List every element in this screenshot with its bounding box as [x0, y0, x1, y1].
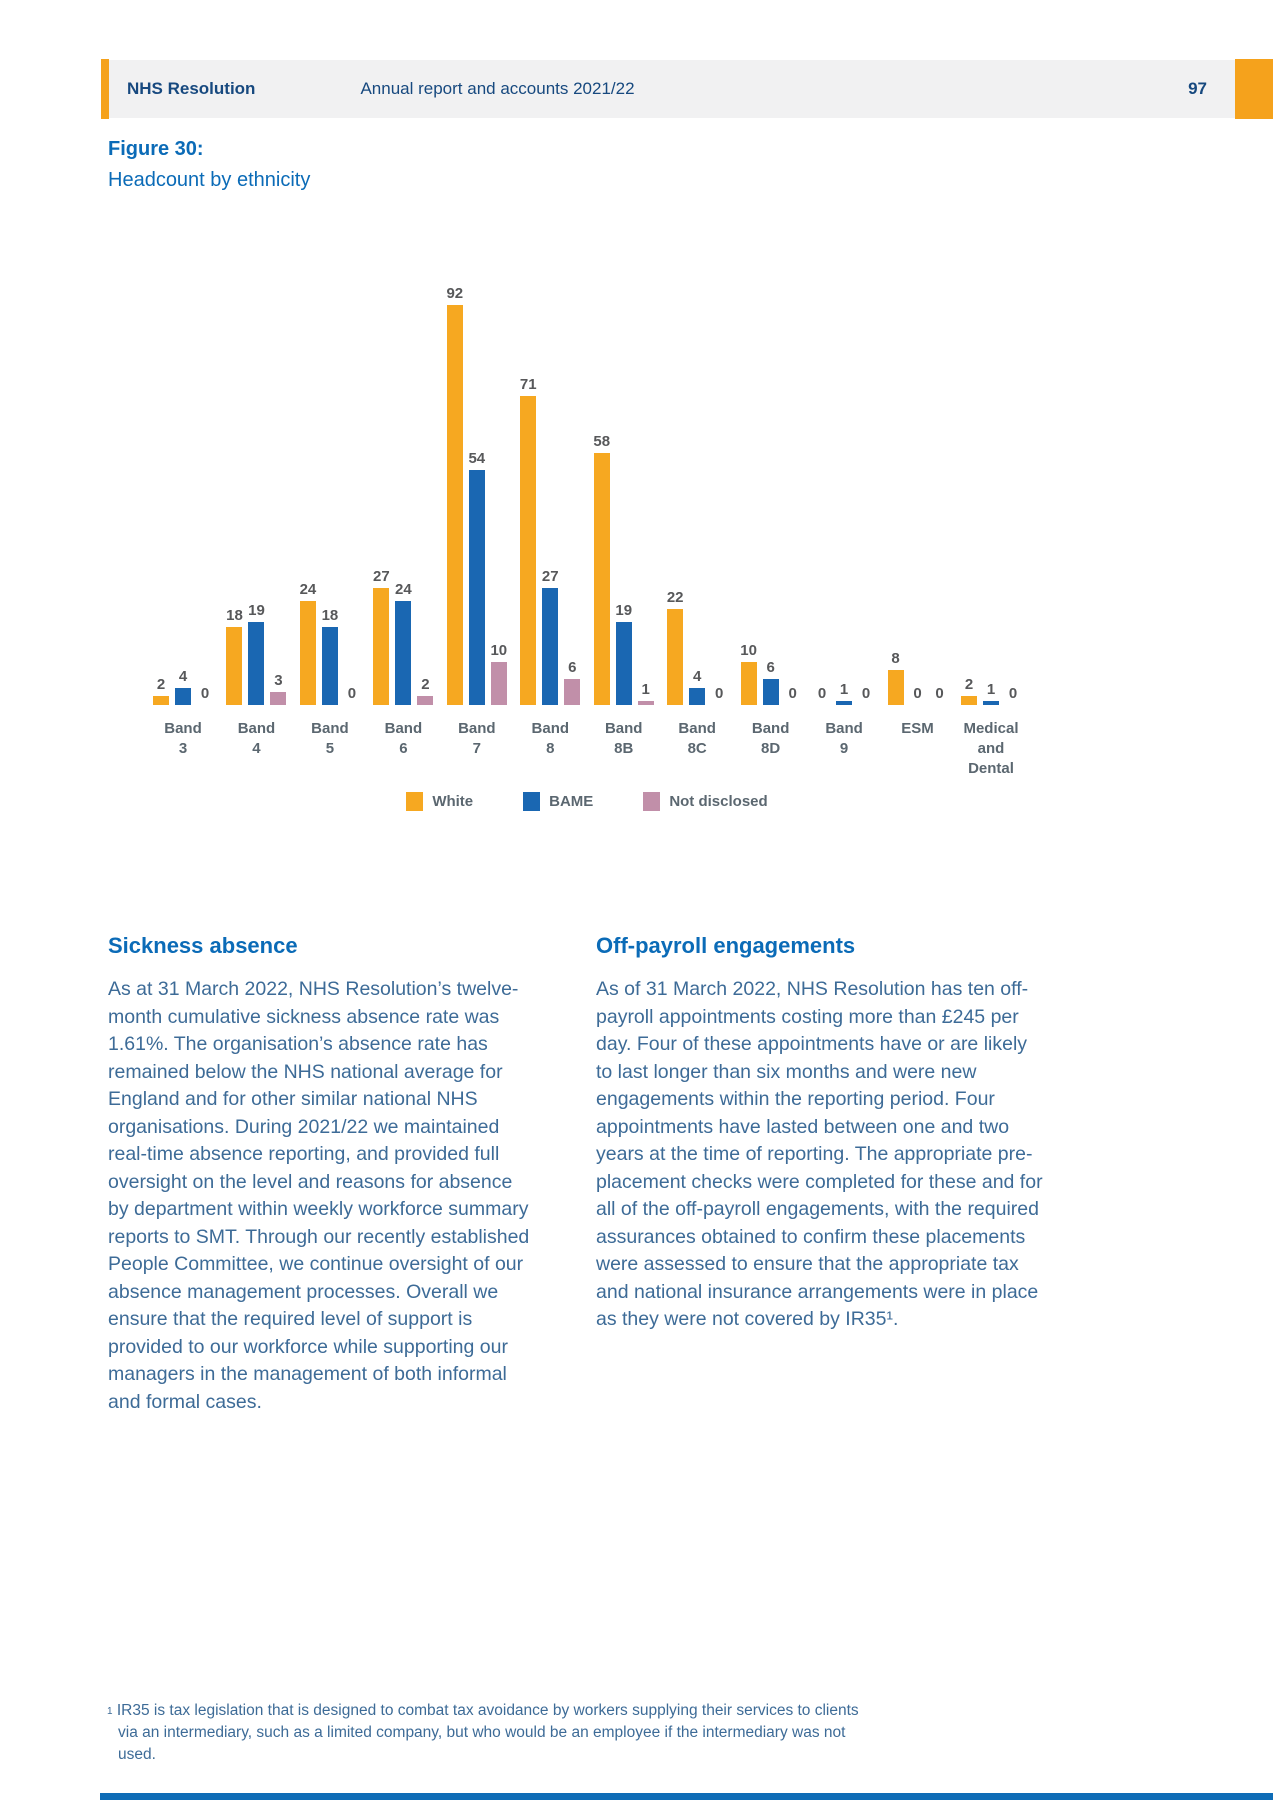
- x-axis-label: Band 9: [825, 720, 863, 757]
- figure-label: Figure 30:: [108, 138, 204, 160]
- bar-not-disclosed: [270, 692, 286, 705]
- bar-column: [300, 581, 316, 705]
- bar-value-label: 19: [615, 602, 633, 620]
- page-number: 97: [1188, 79, 1207, 98]
- bar-value-label: 18: [226, 606, 243, 624]
- x-axis-label: Band 7: [458, 720, 496, 757]
- bar-value-label: 4: [178, 667, 188, 685]
- bar-column: [542, 568, 558, 705]
- chart-groups: [152, 283, 1022, 779]
- bar-value-label: 8: [891, 650, 900, 668]
- x-axis-label: Band 8C: [678, 720, 716, 757]
- off-payroll-paragraph: As of 31 March 2022, NHS Resolution has ten off-payroll appointments costing more than £245 per day. Four of these appointments have or are likely to last longer than six months and were new engagements within the reporting period. Four appointments have lasted between one and two years at the time of reporting. The appropriate pre-placement checks were completed for these and for all of the off-payroll engagements, with the required assurances obtained to confirm these placements were assessed to ensure that the appropriate tax and national insurance arrangements were in place as they were not covered by IR35¹.: [596, 978, 1043, 1330]
- x-axis-label: Band 6: [384, 720, 423, 757]
- chart-group: [519, 283, 581, 779]
- bar-value-label: 3: [274, 671, 283, 689]
- bar-bame: [763, 679, 779, 705]
- section-off-payroll: [596, 933, 1048, 1334]
- bar-value-label: 0: [347, 685, 357, 702]
- off-payroll-heading: Off-payroll engagements: [596, 933, 856, 958]
- bar-value-label: 0: [715, 685, 724, 702]
- bar-column: [910, 685, 926, 705]
- bar-not-disclosed: [491, 662, 507, 706]
- bar-column: [447, 285, 463, 705]
- bar-column: [175, 668, 191, 705]
- page-header: [109, 60, 1235, 118]
- chart-group: [813, 283, 875, 779]
- bar-value-label: 0: [1008, 685, 1018, 702]
- bar-value-label: 10: [490, 641, 508, 659]
- legend-item-white: [406, 792, 473, 811]
- bar-column: [689, 668, 705, 705]
- bar-value-label: 10: [740, 641, 757, 659]
- bar-value-label: 27: [373, 567, 390, 585]
- bar-column: [344, 685, 360, 705]
- bar-column: [763, 659, 779, 705]
- x-axis-label: Band 8: [531, 720, 570, 757]
- bar-bame: [983, 701, 999, 705]
- bar-value-label: 1: [839, 680, 849, 698]
- bar-value-label: 27: [541, 567, 559, 585]
- bar-column: [270, 672, 286, 705]
- bar-value-label: 18: [321, 606, 339, 624]
- footnote-text: IR35 is tax legislation that is designed to combat tax avoidance by workers supplying their services to clients via an intermediary, such as a limited company, but who would be an employee if the intermediary was not used.: [116, 1702, 859, 1763]
- bar-white: [373, 588, 389, 705]
- bar-not-disclosed: [564, 679, 580, 705]
- bar-column: [469, 450, 485, 705]
- bar-column: [888, 650, 904, 705]
- bar-value-label: 2: [964, 676, 974, 694]
- bar-white: [667, 609, 683, 705]
- bar-value-label: 4: [693, 667, 702, 685]
- bar-not-disclosed: [638, 701, 654, 705]
- bar-cluster: [300, 283, 360, 705]
- bar-column: [667, 589, 683, 705]
- chart-group: [372, 283, 434, 779]
- bar-column: [594, 433, 610, 705]
- bar-column: [417, 676, 433, 705]
- bar-bame: [248, 622, 264, 705]
- bar-cluster: [153, 283, 213, 705]
- bar-white: [741, 662, 757, 706]
- bar-cluster: [373, 283, 433, 705]
- legend-label-not-disclosed: Not disclosed: [669, 793, 768, 810]
- legend-label-bame: BAME: [549, 793, 594, 810]
- bar-white: [961, 696, 977, 705]
- bar-white: [888, 670, 904, 705]
- bar-white: [520, 396, 536, 705]
- section-sickness-absence: [108, 933, 536, 1416]
- bar-column: [373, 568, 389, 705]
- bar-column: [1005, 685, 1021, 705]
- ethnicity-bar-chart: [152, 283, 1022, 779]
- chart-group: [152, 283, 214, 779]
- bar-bame: [836, 701, 852, 705]
- bar-value-label: 0: [817, 685, 827, 702]
- bar-column: [858, 685, 874, 705]
- bar-value-label: 54: [468, 450, 486, 468]
- report-title: Annual report and accounts 2021/22: [360, 79, 635, 98]
- bar-value-label: 1: [986, 680, 996, 698]
- header-corner-block: [1235, 59, 1273, 119]
- bar-cluster: [447, 283, 507, 705]
- bar-value-label: 6: [568, 658, 577, 676]
- bar-cluster: [520, 283, 580, 705]
- bar-column: [932, 685, 948, 705]
- bar-bame: [542, 588, 558, 705]
- footnote: [107, 1700, 867, 1766]
- x-axis-label: Band 8D: [751, 720, 790, 757]
- bar-value-label: 24: [299, 580, 317, 598]
- not-disclosed-series-swatch: [643, 792, 660, 811]
- bar-bame: [175, 688, 191, 705]
- bar-cluster: [667, 283, 727, 705]
- bar-value-label: 71: [519, 376, 537, 394]
- bar-bame: [689, 688, 705, 705]
- x-axis-label: Band 3: [164, 720, 202, 757]
- bar-bame: [616, 622, 632, 705]
- chart-group: [740, 283, 802, 779]
- chart-group: [960, 283, 1022, 779]
- legend-label-white: White: [432, 793, 474, 810]
- bar-column: [226, 607, 242, 705]
- bar-cluster: [594, 283, 654, 705]
- bar-column: [638, 681, 654, 705]
- bar-column: [395, 581, 411, 705]
- x-axis-label: Band 4: [237, 720, 276, 757]
- bar-value-label: 92: [446, 284, 464, 302]
- brand-text: NHS Resolution: [127, 79, 256, 98]
- bar-bame: [322, 627, 338, 705]
- bar-column: [491, 642, 507, 706]
- bar-column: [197, 685, 213, 705]
- bar-bame: [469, 470, 485, 705]
- bar-value-label: 2: [421, 676, 430, 694]
- bar-value-label: 22: [666, 589, 684, 607]
- bar-column: [520, 376, 536, 705]
- chart-group: [299, 283, 361, 779]
- x-axis-label: Medical and Dental: [963, 720, 1019, 777]
- bar-white: [226, 627, 242, 705]
- bar-column: [711, 685, 727, 705]
- bar-cluster: [226, 283, 286, 705]
- figure-caption: Headcount by ethnicity: [108, 169, 311, 191]
- bar-column: [836, 681, 852, 705]
- bar-not-disclosed: [417, 696, 433, 705]
- bar-column: [153, 676, 169, 705]
- bar-cluster: [888, 283, 948, 705]
- bar-column: [248, 602, 264, 705]
- chart-legend: [152, 792, 1022, 811]
- bar-bame: [395, 601, 411, 705]
- bar-column: [322, 607, 338, 705]
- bar-cluster: [961, 283, 1021, 705]
- bar-value-label: 0: [788, 685, 797, 702]
- bar-value-label: 2: [156, 676, 166, 694]
- sickness-absence-heading: Sickness absence: [108, 933, 298, 958]
- white-series-swatch: [406, 792, 423, 811]
- figure-title-block: [108, 138, 310, 192]
- footnote-marker: 1: [107, 1706, 113, 1717]
- bar-column: [741, 642, 757, 706]
- bar-value-label: 0: [913, 685, 922, 702]
- chart-group: [887, 283, 949, 779]
- bar-white: [153, 696, 169, 705]
- bar-value-label: 0: [200, 685, 210, 702]
- bar-value-label: 1: [641, 680, 650, 698]
- legend-item-bame: [523, 792, 593, 811]
- bar-value-label: 6: [766, 658, 775, 676]
- bar-value-label: 0: [861, 685, 871, 702]
- bar-cluster: [741, 283, 801, 705]
- bottom-rule: [100, 1793, 1273, 1800]
- bame-series-swatch: [523, 792, 540, 811]
- bar-column: [814, 685, 830, 705]
- x-axis-label: Band 8B: [604, 720, 643, 757]
- bar-value-label: 19: [248, 602, 265, 620]
- x-axis-label: Band 5: [311, 720, 349, 757]
- chart-group: [666, 283, 728, 779]
- bar-column: [961, 676, 977, 705]
- chart-group: [446, 283, 508, 779]
- bar-column: [564, 659, 580, 705]
- sickness-absence-paragraph: As at 31 March 2022, NHS Resolution’s twelve-month cumulative sickness absence rate was 1.61%. The organisation’s absence rate has remained below the NHS national average for England and for other similar national NHS organisations. During 2021/22 we maintained real-time absence reporting, and provided full oversight on the level and reasons for absence by department within weekly workforce summary reports to SMT. Through our recently established People Committee, we continue oversight of our absence management processes. Overall we ensure that the required level of support is provided to our workforce while supporting our managers in the management of both informal and formal cases.: [108, 978, 530, 1413]
- legend-item-not-disclosed: [643, 792, 767, 811]
- bar-white: [447, 305, 463, 705]
- bar-column: [785, 685, 801, 705]
- bar-value-label: 58: [593, 432, 611, 450]
- chart-group: [593, 283, 655, 779]
- x-axis-label: ESM: [901, 720, 934, 737]
- bar-white: [594, 453, 610, 705]
- bar-column: [616, 602, 632, 705]
- bar-column: [983, 681, 999, 705]
- chart-group: [225, 283, 287, 779]
- bar-value-label: 24: [395, 580, 412, 598]
- bar-value-label: 0: [935, 685, 944, 702]
- header-accent-bar: [101, 59, 109, 119]
- bar-white: [300, 601, 316, 705]
- bar-cluster: [814, 283, 874, 705]
